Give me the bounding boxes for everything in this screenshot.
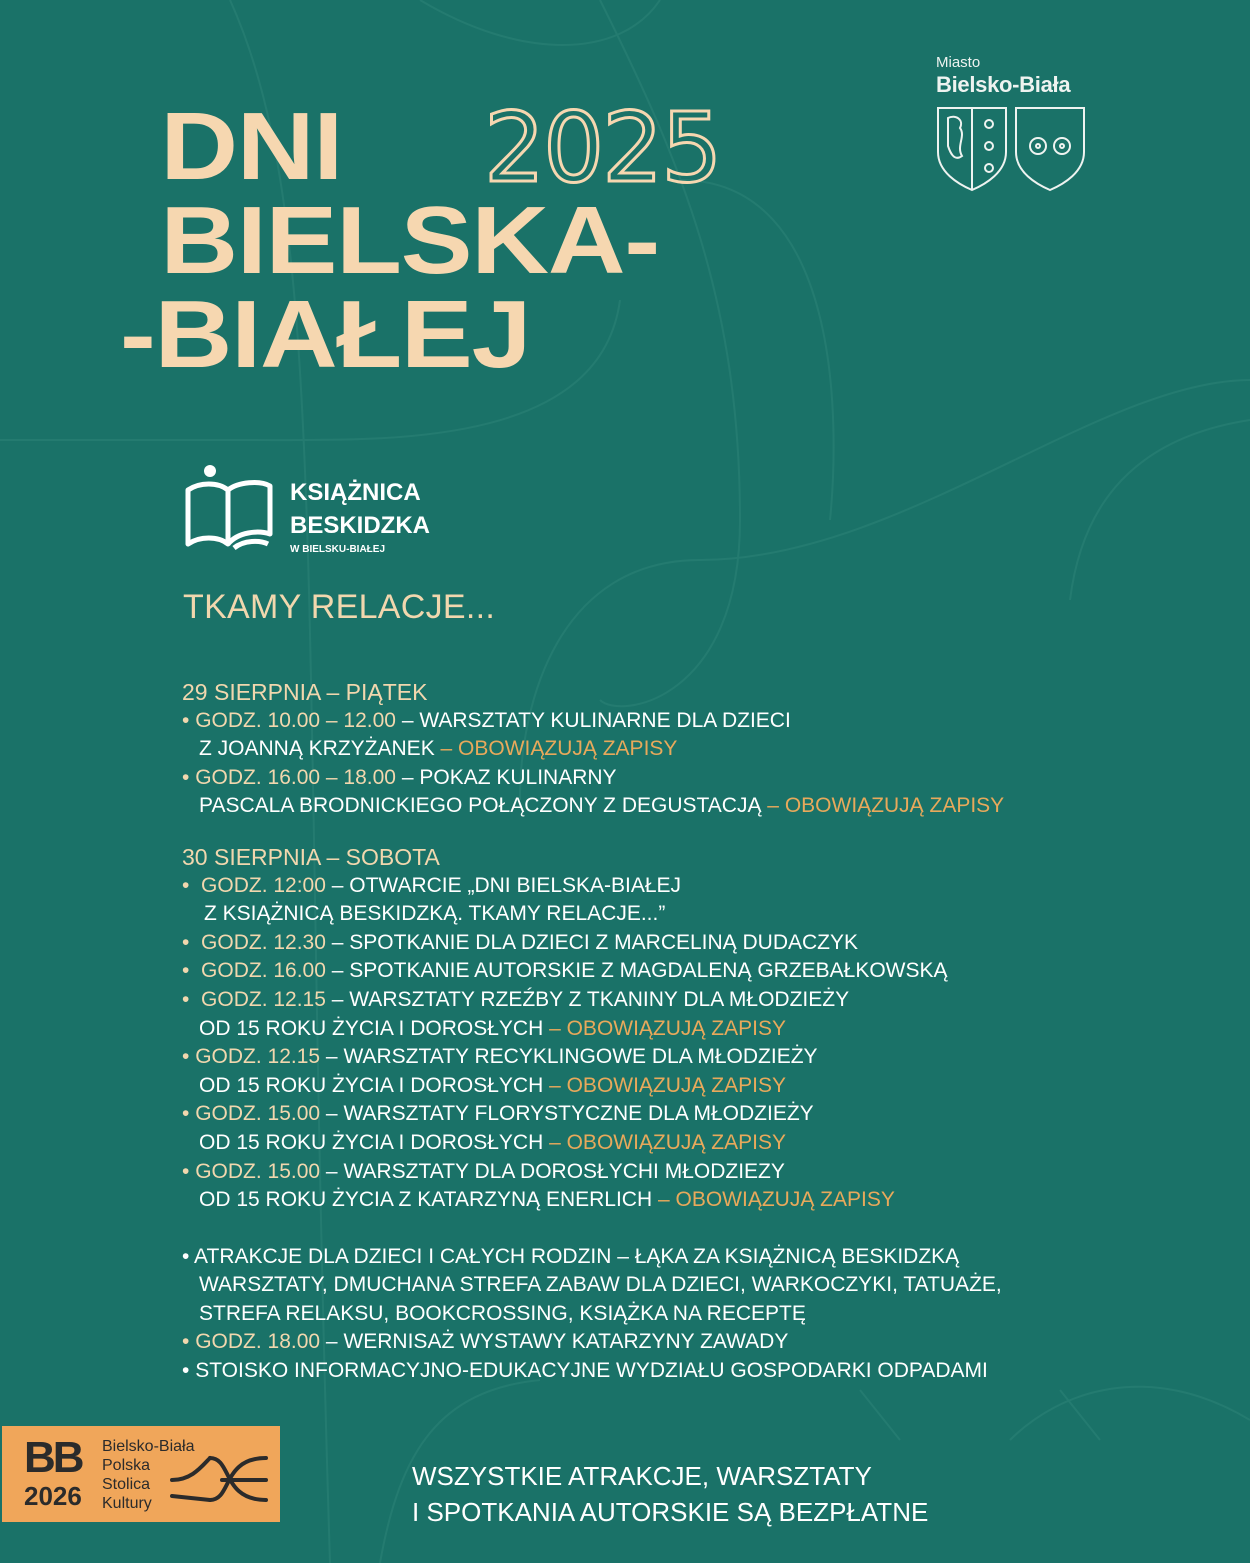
- library-name-line-3: W BIELSKU-BIAŁEJ: [290, 544, 385, 555]
- list-item: • ATRAKCJE DLA DZIECI I CAŁYCH RODZIN – ŁĄKA ZA KSIĄŻNICĄ BESKIDZKĄ: [182, 1244, 960, 1268]
- coat-of-arms-icon: [936, 106, 1088, 192]
- day-heading: 29 SIERPNIA – PIĄTEK: [182, 679, 428, 705]
- registration-note: – OBOWIĄZUJĄ ZAPISY: [543, 1016, 786, 1040]
- list-item: • GODZ. 15.00 – WARSZTATY DLA DOROSŁYCHI MŁODZIEZY: [182, 1159, 785, 1183]
- tagline: TKAMY RELACJE...: [183, 588, 496, 626]
- registration-note: – OBOWIĄZUJĄ ZAPISY: [543, 1130, 786, 1154]
- library-name-line-1: KSIĄŻNICA: [290, 479, 421, 506]
- list-item: • GODZ. 12.15 – WARSZTATY RECYKLINGOWE DLA MŁODZIEŻY: [182, 1045, 818, 1069]
- ecoc-text: Bielsko-Biała Polska Stolica Kultury: [102, 1438, 195, 1512]
- list-item: • GODZ. 12.30 – SPOTKANIE DLA DZIECI Z MARCELINĄ DUDACZYK: [182, 930, 859, 954]
- free-entry-note: WSZYSTKIE ATRAKCJE, WARSZTATY I SPOTKANIA AUTORSKIE SĄ BEZPŁATNE: [412, 1461, 929, 1527]
- ecoc-year: 2026: [24, 1481, 82, 1511]
- city-logo-name: Bielsko-Biała: [936, 72, 1071, 97]
- list-item: • GODZ. 16.00 – 18.00 – POKAZ KULINARNY: [182, 765, 617, 789]
- city-logo: [936, 54, 1088, 192]
- library-logo: [184, 464, 430, 555]
- list-item: • GODZ. 16.00 – SPOTKANIE AUTORSKIE Z MAGDALENĄ GRZEBAŁKOWSKĄ: [182, 959, 948, 983]
- registration-note: – OBOWIĄZUJĄ ZAPISY: [652, 1188, 895, 1212]
- library-name-line-2: BESKIDZKA: [290, 512, 431, 539]
- open-book-reader-icon: [184, 464, 274, 554]
- title-line-3: -BIAŁEJ: [120, 281, 531, 388]
- title-line-1: DNI: [160, 93, 343, 200]
- list-item: • GODZ. 18.00 – WERNISAŻ WYSTAWY KATARZYNY ZAWADY: [182, 1330, 789, 1354]
- event-year: 2025: [484, 92, 721, 204]
- coat-of-arms-biala-icon: [1016, 108, 1084, 190]
- list-item: • GODZ. 12:00 – OTWARCIE „DNI BIELSKA-BIAŁEJ: [182, 873, 682, 897]
- list-item: • STOISKO INFORMACYJNO-EDUKACYJNE WYDZIAŁU GOSPODARKI ODPADAMI: [182, 1359, 988, 1383]
- list-item: • GODZ. 15.00 – WARSZTATY FLORYSTYCZNE DLA MŁODZIEŻY: [182, 1102, 814, 1126]
- program-schedule: 29 SIERPNIA – PIĄTEK • GODZ. 10.00 – 12.00 – WARSZTATY KULINARNE DLA DZIECI Z JOANNĄ KRZYŻANEK – OBOWIĄZUJĄ ZAPISY • GODZ. 16.00 – 18.00 – POKAZ KULINARNY PASCALA BRODNICKIEGO POŁĄCZONY Z DEGUSTACJĄ – OBOWIĄZUJĄ ZAPISY 30 SIERPNIA – SOBOTA • GODZ. 12:00 – OTWARCIE „DNI BIELSKA-BIAŁEJ Z KSIĄŻNICĄ BESKIDZKĄ. TKAMY RELACJE...” • GODZ. 12.30 – SPOTKANIE DLA DZIECI Z MARCELINĄ DUDACZYK • GODZ. 16.00 – SPOTKANIE AUTORSKIE Z MAGDALENĄ GRZEBAŁKOWSKĄ • GODZ. 12.15 – WARSZTATY RZEŹBY Z TKANINY DLA MŁODZIEŻY OD 15 ROKU ŻYCIA I DOROSŁYCH – OBOWIĄZUJĄ ZAPISY • GODZ. 12.15 – WARSZTATY RECYKLINGOWE DLA MŁODZIEŻY OD 15 ROKU ŻYCIA I DOROSŁYCH – OBOWIĄZUJĄ ZAPISY • GODZ. 15.00 – WARSZTATY FLORYSTYCZNE DLA MŁODZIEŻY OD 15 ROKU ŻYCIA I DOROSŁYCH – OBOWIĄZUJĄ ZAPISY • GODZ. 15.00 – WARSZTATY DLA DOROSŁYCHI MŁODZIEZY OD 15 ROKU ŻYCIA Z KATARZYNĄ ENERLICH – OBOWIĄZUJĄ ZAPISY • ATRAKCJE DLA DZIECI I CAŁYCH RODZIN – ŁĄKA ZA KSIĄŻNICĄ BESKIDZKĄ WARSZTATY, DMUCHANA STREFA ZABAW DLA DZIECI, WARKOCZYKI, TATUAŻE, STREFA RELAKSU, BOOKCROSSING, KSIĄŻKA NA RECEPTĘ • GODZ. 18.00 – WERNISAŻ WYSTAWY KATARZYNY ZAWADY • STOISKO INFORMACYJNO-EDUKACYJNE WYDZIAŁU GOSPODARKI ODPADAMI: [182, 678, 1004, 1386]
- ecoc-2026-badge: [2, 1426, 280, 1522]
- woven-threads-icon: [162, 1444, 272, 1514]
- list-item: • GODZ. 12.15 – WARSZTATY RZEŹBY Z TKANINY DLA MŁODZIEŻY: [182, 987, 850, 1011]
- registration-note: – OBOWIĄZUJĄ ZAPISY: [761, 794, 1005, 818]
- title-line-2: BIELSKA-: [160, 187, 660, 294]
- registration-note: – OBOWIĄZUJĄ ZAPISY: [434, 737, 678, 761]
- list-item: • GODZ. 10.00 – 12.00 – WARSZTATY KULINARNE DLA DZIECI: [182, 708, 791, 732]
- city-logo-prefix: Miasto: [936, 54, 981, 71]
- ecoc-mark: BB: [24, 1433, 82, 1482]
- registration-note: – OBOWIĄZUJĄ ZAPISY: [543, 1073, 786, 1097]
- day-heading: 30 SIERPNIA – SOBOTA: [182, 843, 440, 870]
